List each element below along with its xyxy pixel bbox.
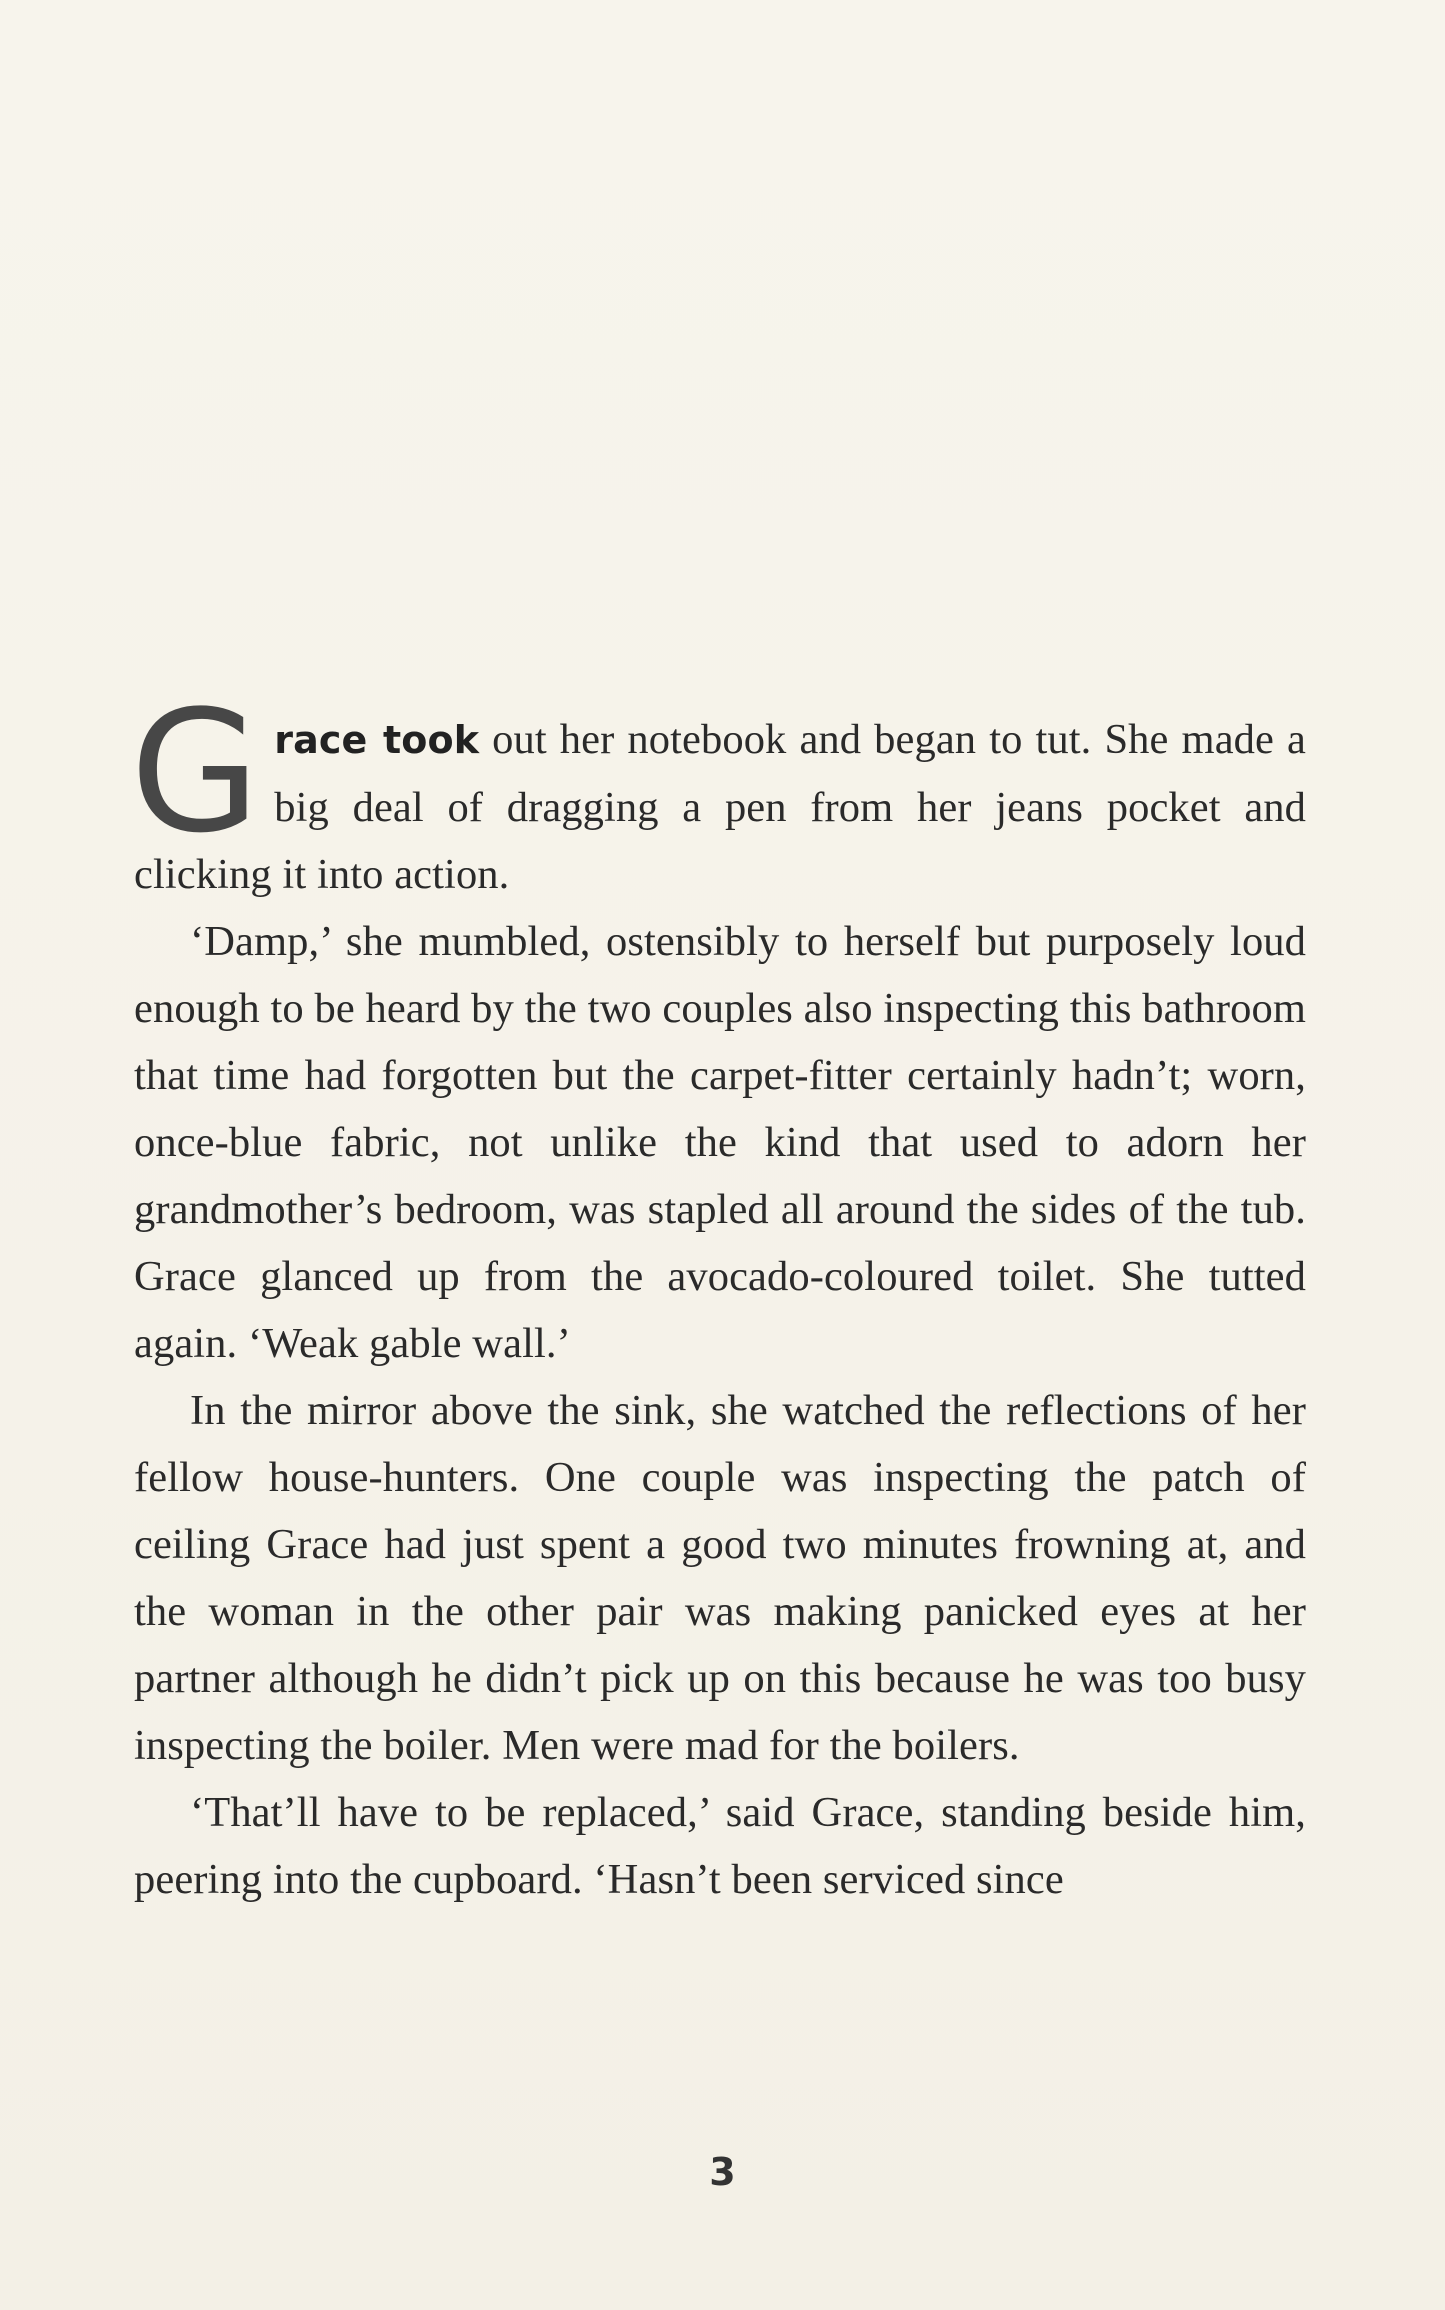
paragraph-1 (130, 674, 1306, 908)
lead-in-text: race took (274, 718, 480, 762)
chapter-text (130, 674, 1306, 1913)
paragraph-3: In the mirror above the sink, she watched the reflections of her fellow house-hunters. One couple was inspecting the patch of ceiling Grace had just spent a good two minutes frowning at, and the woman in the other pair was making panicked eyes at her partner although he didn’t pick up on this because he was too busy inspecting the boiler. Men were mad for the boilers. (134, 1387, 1306, 1769)
paragraph-2: ‘Damp,’ she mumbled, ostensibly to herself but purposely loud enough to be heard by the two couples also inspecting this bathroom that time had forgotten but the carpet-fitter certainly hadn’t; worn, once-blue fabric, not unlike the kind that used to adorn her grandmother’s bedroom, was stapled all around the sides of the tub. Grace glanced up from the avocado-coloured toilet. She tutted again. ‘Weak gable wall.’ (134, 918, 1306, 1367)
page-number: 3 (709, 2150, 736, 2194)
paragraph-4: ‘That’ll have to be replaced,’ said Grace, standing beside him, peering into the cupboard. ‘Hasn’t been serviced since (134, 1789, 1306, 1903)
drop-cap: G (130, 674, 261, 870)
paragraph-1-text: out her notebook and began to tut. She made a big deal of dragging a pen from her jeans pocket and clicking it into action. (134, 716, 1306, 898)
